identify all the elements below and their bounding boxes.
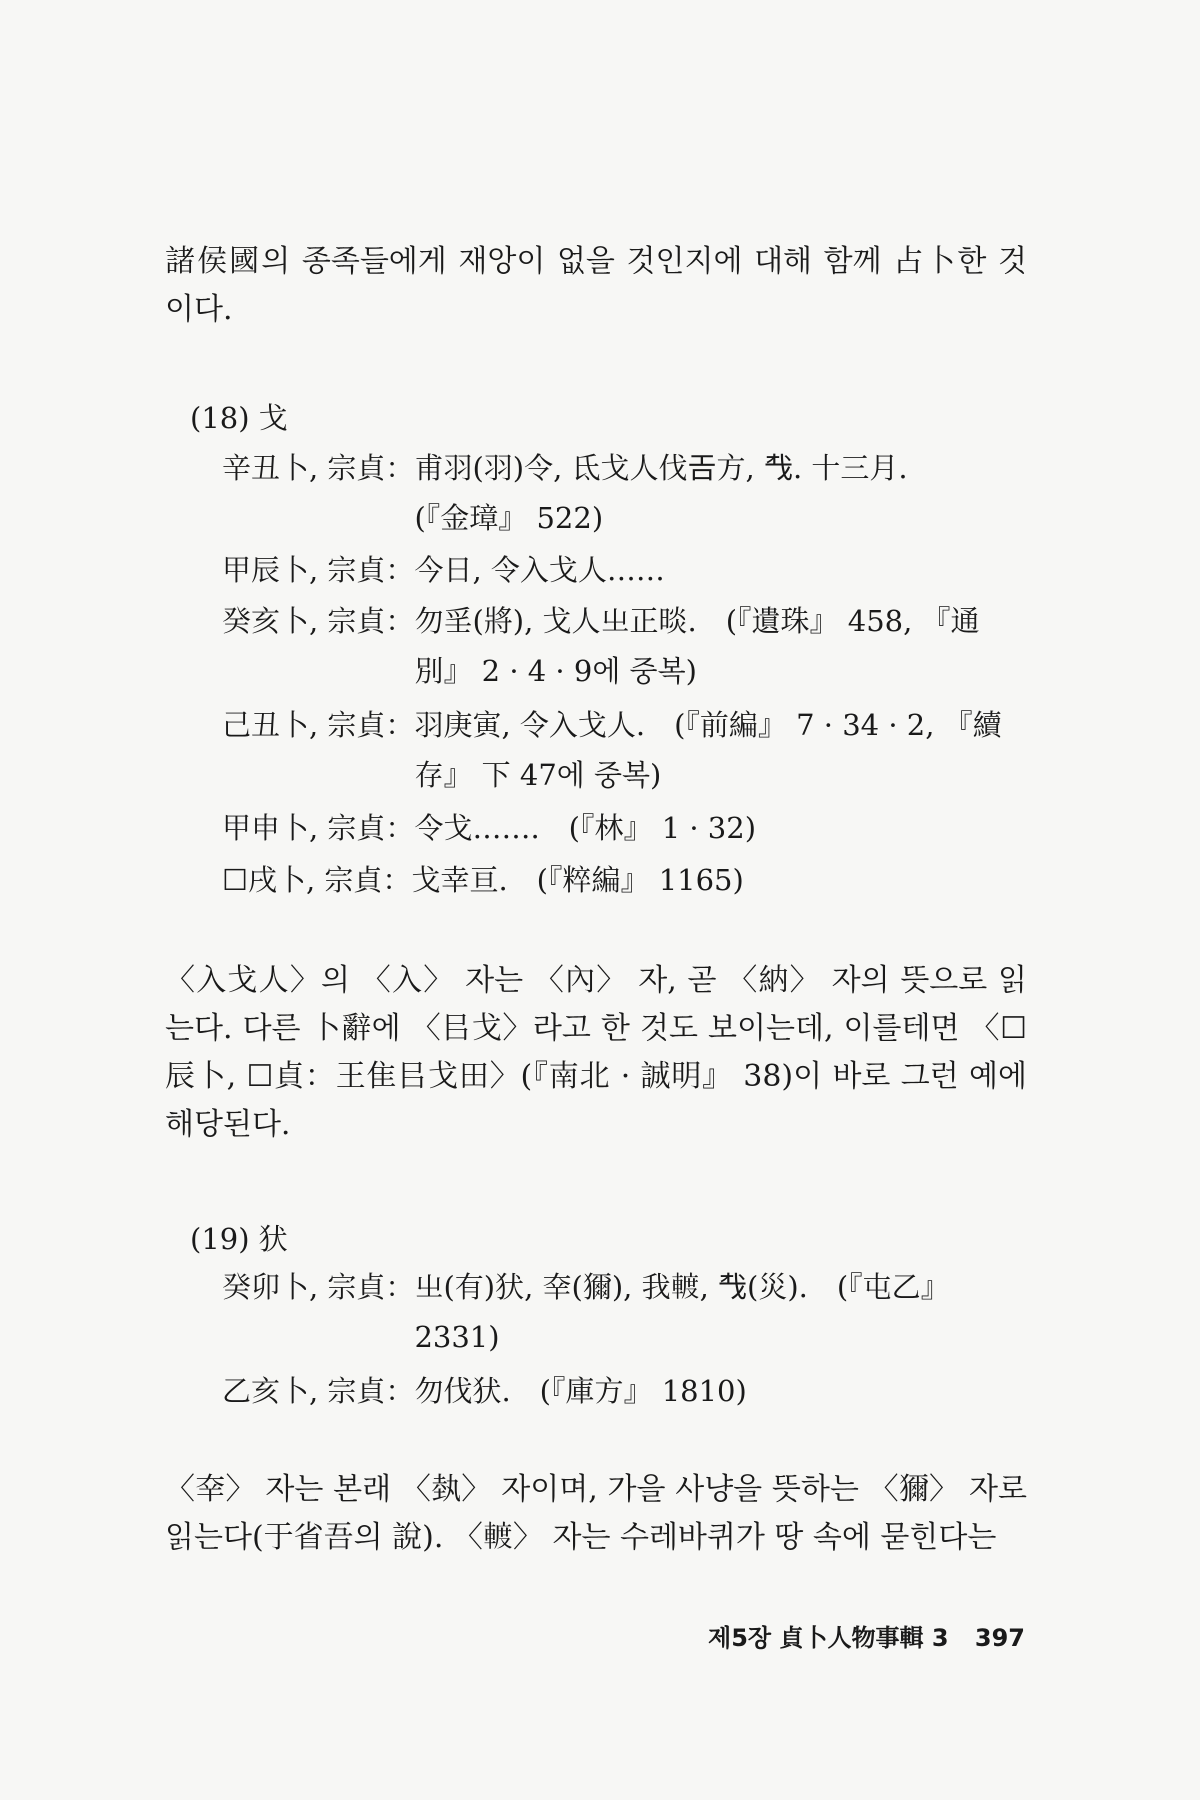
entry-body — [414, 803, 1032, 853]
entry-body — [414, 596, 1032, 696]
entry-prefix: 甲辰卜, 宗貞： — [222, 553, 415, 587]
commentary-paragraph: 〈入戈人〉의 〈入〉 자는 〈內〉 자, 곧 〈納〉 자의 뜻으로 읽는다. 다른 卜辭에 〈㠯戈〉라고 한 것도 보이는데, 이를테면 〈☐辰卜, ☐貞：王隹㠯戈田〉(『南北 · 誠明』 38)이 바로 그런 예에 해당된다. — [165, 963, 1027, 1142]
entry-line: 今日, 令入戈人…… — [414, 553, 665, 587]
entry-prefix: ☐戌卜, 宗貞： — [222, 863, 412, 897]
entry-prefix: 己丑卜, 宗貞： — [222, 708, 415, 742]
oracle-entry — [222, 1366, 1032, 1416]
running-footer — [708, 1618, 1025, 1653]
entry-line: (『金璋』 522) — [414, 501, 604, 535]
entry-prefix: 甲申卜, 宗貞： — [222, 811, 415, 845]
entry-line: 勿㸒(將), 戈人㞢正晱. (『遺珠』 458, 『通 — [414, 604, 980, 638]
oracle-entry — [222, 443, 1032, 543]
oracle-entry — [222, 1262, 1032, 1362]
oracle-entry — [222, 596, 1032, 696]
entry-prefix: 辛丑卜, 宗貞： — [222, 451, 415, 485]
commentary-paragraph-continued: 〈㚔〉 자는 본래 〈埶〉 자이며, 가을 사냥을 뜻하는 〈獮〉 자로 읽는다(于省吾의 說). 〈𨍏〉 자는 수레바퀴가 땅 속에 묻힌다는 — [165, 1472, 1027, 1555]
entry-body — [414, 700, 1032, 800]
entry-line: 2331) — [414, 1320, 500, 1354]
entry-body — [414, 1262, 1032, 1362]
entry-line: 甫羽(羽)令, 氐戈人伐𢀛方, 𢦔. 十三月. — [414, 451, 908, 485]
entry-prefix: 癸卯卜, 宗貞： — [222, 1270, 415, 1304]
entry-body — [414, 545, 1032, 595]
oracle-entry — [222, 855, 1032, 905]
entry-line: 存』 下 47에 중복) — [414, 758, 662, 792]
entry-body — [414, 1366, 1032, 1416]
entry-line: 羽庚寅, 令入戈人. (『前編』 7 · 34 · 2, 『續 — [414, 708, 1002, 742]
chapter-title: 제5장 貞卜人物事輯 3 — [708, 1624, 949, 1652]
entry-line: 㞢(有)犾, 㚔(獮), 我𨍏, 𢦔(災). (『屯乙』 — [414, 1270, 950, 1304]
entry-line: 令戈……. (『林』 1 · 32) — [414, 811, 757, 845]
oracle-entry — [222, 803, 1032, 853]
entry-prefix: 乙亥卜, 宗貞： — [222, 1374, 415, 1408]
entry-prefix: 癸亥卜, 宗貞： — [222, 604, 415, 638]
oracle-entry — [222, 545, 1032, 595]
intro-paragraph: 諸侯國의 종족들에게 재앙이 없을 것인지에 대해 함께 占卜한 것이다. — [165, 244, 1027, 327]
entry-body — [414, 443, 1032, 543]
section-19-heading: (19) 犾 — [190, 1222, 288, 1256]
entry-body — [411, 855, 1032, 905]
oracle-entry — [222, 700, 1032, 800]
entry-line: 別』 2 · 4 · 9에 중복) — [414, 654, 697, 688]
section-18-heading: (18) 戈 — [190, 401, 288, 435]
page-number: 397 — [974, 1624, 1025, 1652]
entry-line: 戈幸亘. (『粹編』 1165) — [411, 863, 744, 897]
entry-line: 勿伐犾. (『庫方』 1810) — [414, 1374, 747, 1408]
